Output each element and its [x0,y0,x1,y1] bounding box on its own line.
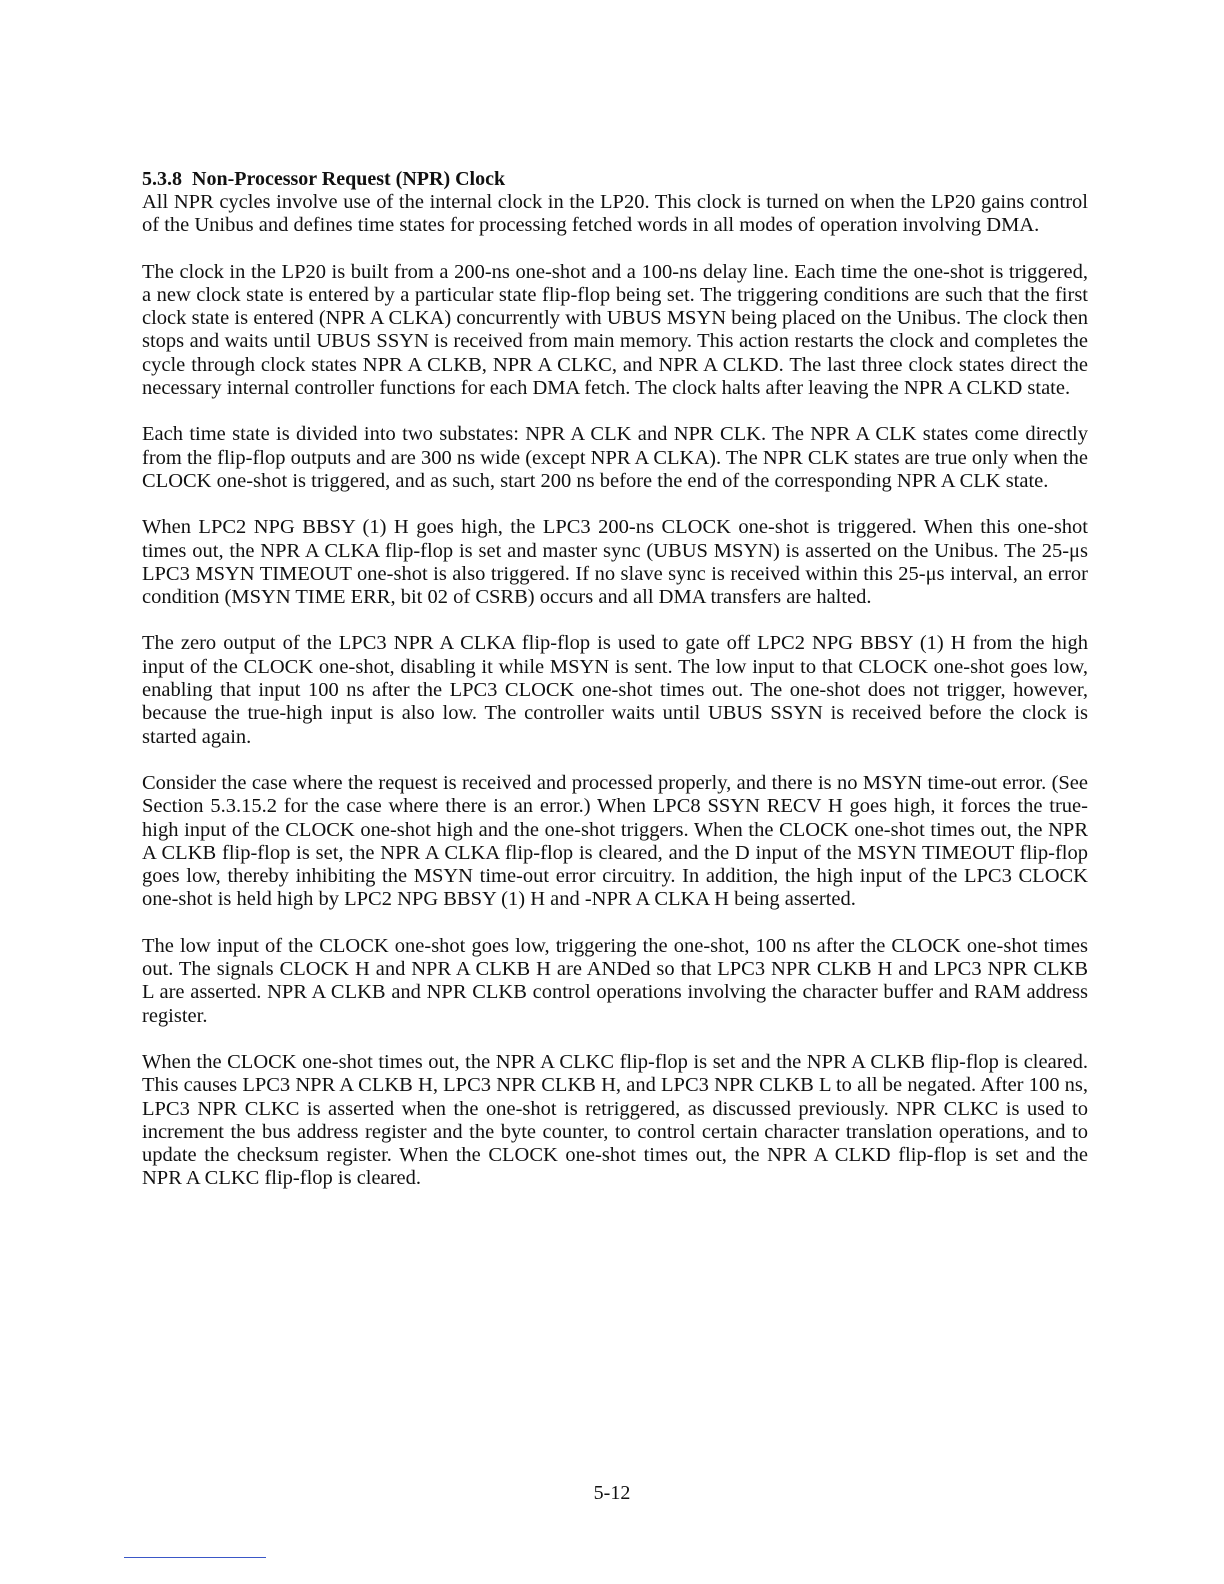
paragraph-consider-case: Consider the case where the request is received and processed properly, and there is no MSYN time-out error. (See Section 5.3.15.2 for the case where there is an error.) When LPC8 SSYN RECV H goes high, it forces the true-high input of the CLOCK one-shot high and the one-shot triggers. When the CLOCK one-shot times out, the NPR A CLKB flip-flop is set, the NPR A CLKA flip-flop is cleared, and the D input of the MSYN TIMEOUT flip-flop goes low, thereby inhibiting the MSYN time-out error circuitry. In addition, the high input of the LPC3 CLOCK one-shot is held high by LPC2 NPG BBSY (1) H and -NPR A CLKA H being asserted. [142,771,1088,911]
document-page [142,168,1088,1214]
paragraph-clock-build: The clock in the LP20 is built from a 200-ns one-shot and a 100-ns delay line. Each time the one-shot is triggered, a new clock state is entered by a particular state flip-flop being set. The triggering conditions are such that the first clock state is entered (NPR A CLKA) concurrently with UBUS MSYN being placed on the Unibus. The clock then stops and waits until UBUS SSYN is received from main memory. This action restarts the clock and completes the cycle through clock states NPR A CLKB, NPR A CLKC, and NPR A CLKD. The last three clock states direct the necessary internal controller functions for each DMA fetch. The clock halts after leaving the NPR A CLKD state. [142,260,1088,400]
page-number: 5-12 [593,1482,631,1504]
section-heading [142,168,1088,191]
paragraph-zero-output: The zero output of the LPC3 NPR A CLKA flip-flop is used to gate off LPC2 NPG BBSY (1) H from the high input of the CLOCK one-shot, disabling it while MSYN is sent. The low input to that CLOCK one-shot goes low, enabling that input 100 ns after the LPC3 CLOCK one-shot times out. The one-shot does not trigger, however, because the true-high input is also low. The controller waits until UBUS SSYN is received before the clock is started again. [142,632,1088,748]
paragraph-substates: Each time state is divided into two substates: NPR A CLK and NPR CLK. The NPR A CLK states come directly from the flip-flop outputs and are 300 ns wide (except NPR A CLKA). The NPR CLK states are true only when the CLOCK one-shot is triggered, and as such, start 200 ns before the end of the corresponding NPR A CLK state. [142,423,1088,492]
paragraph-clkc: When the CLOCK one-shot times out, the NPR A CLKC flip-flop is set and the NPR A CLKB flip-flop is cleared. This causes LPC3 NPR A CLKB H, LPC3 NPR CLKB H, and LPC3 NPR CLKB L to all be negated. After 100 ns, LPC3 NPR CLKC is asserted when the one-shot is retriggered, as discussed previously. NPR CLKC is used to increment the bus address register and the byte counter, to control certain character translation operations, and to update the checksum register. When the CLOCK one-shot times out, the NPR A CLKD flip-flop is set and the NPR A CLKC flip-flop is cleared. [142,1050,1088,1190]
paragraph-low-input: The low input of the CLOCK one-shot goes low, triggering the one-shot, 100 ns after the CLOCK one-shot times out. The signals CLOCK H and NPR A CLKB H are ANDed so that LPC3 NPR CLKB H and LPC3 NPR CLKB L are asserted. NPR A CLKB and NPR CLKB control operations involving the character buffer and RAM address register. [142,934,1088,1027]
section-title: Non-Processor Request (NPR) Clock [192,168,506,190]
section-number: 5.3.8 [142,168,182,190]
paragraph-intro: All NPR cycles involve use of the internal clock in the LP20. This clock is turned on when the LP20 gains control of the Unibus and defines time states for processing fetched words in all modes of operation involving DMA. [142,191,1088,237]
paragraph-npg-bbsy: When LPC2 NPG BBSY (1) H goes high, the LPC3 200-ns CLOCK one-shot is triggered. When this one-shot times out, the NPR A CLKA flip-flop is set and master sync (UBUS MSYN) is asserted on the Unibus. The 25-μs LPC3 MSYN TIMEOUT one-shot is also triggered. If no slave sync is received within this 25-μs interval, an error condition (MSYN TIME ERR, bit 02 of CSRB) occurs and all DMA transfers are halted. [142,516,1088,609]
footer-rule [124,1557,266,1558]
